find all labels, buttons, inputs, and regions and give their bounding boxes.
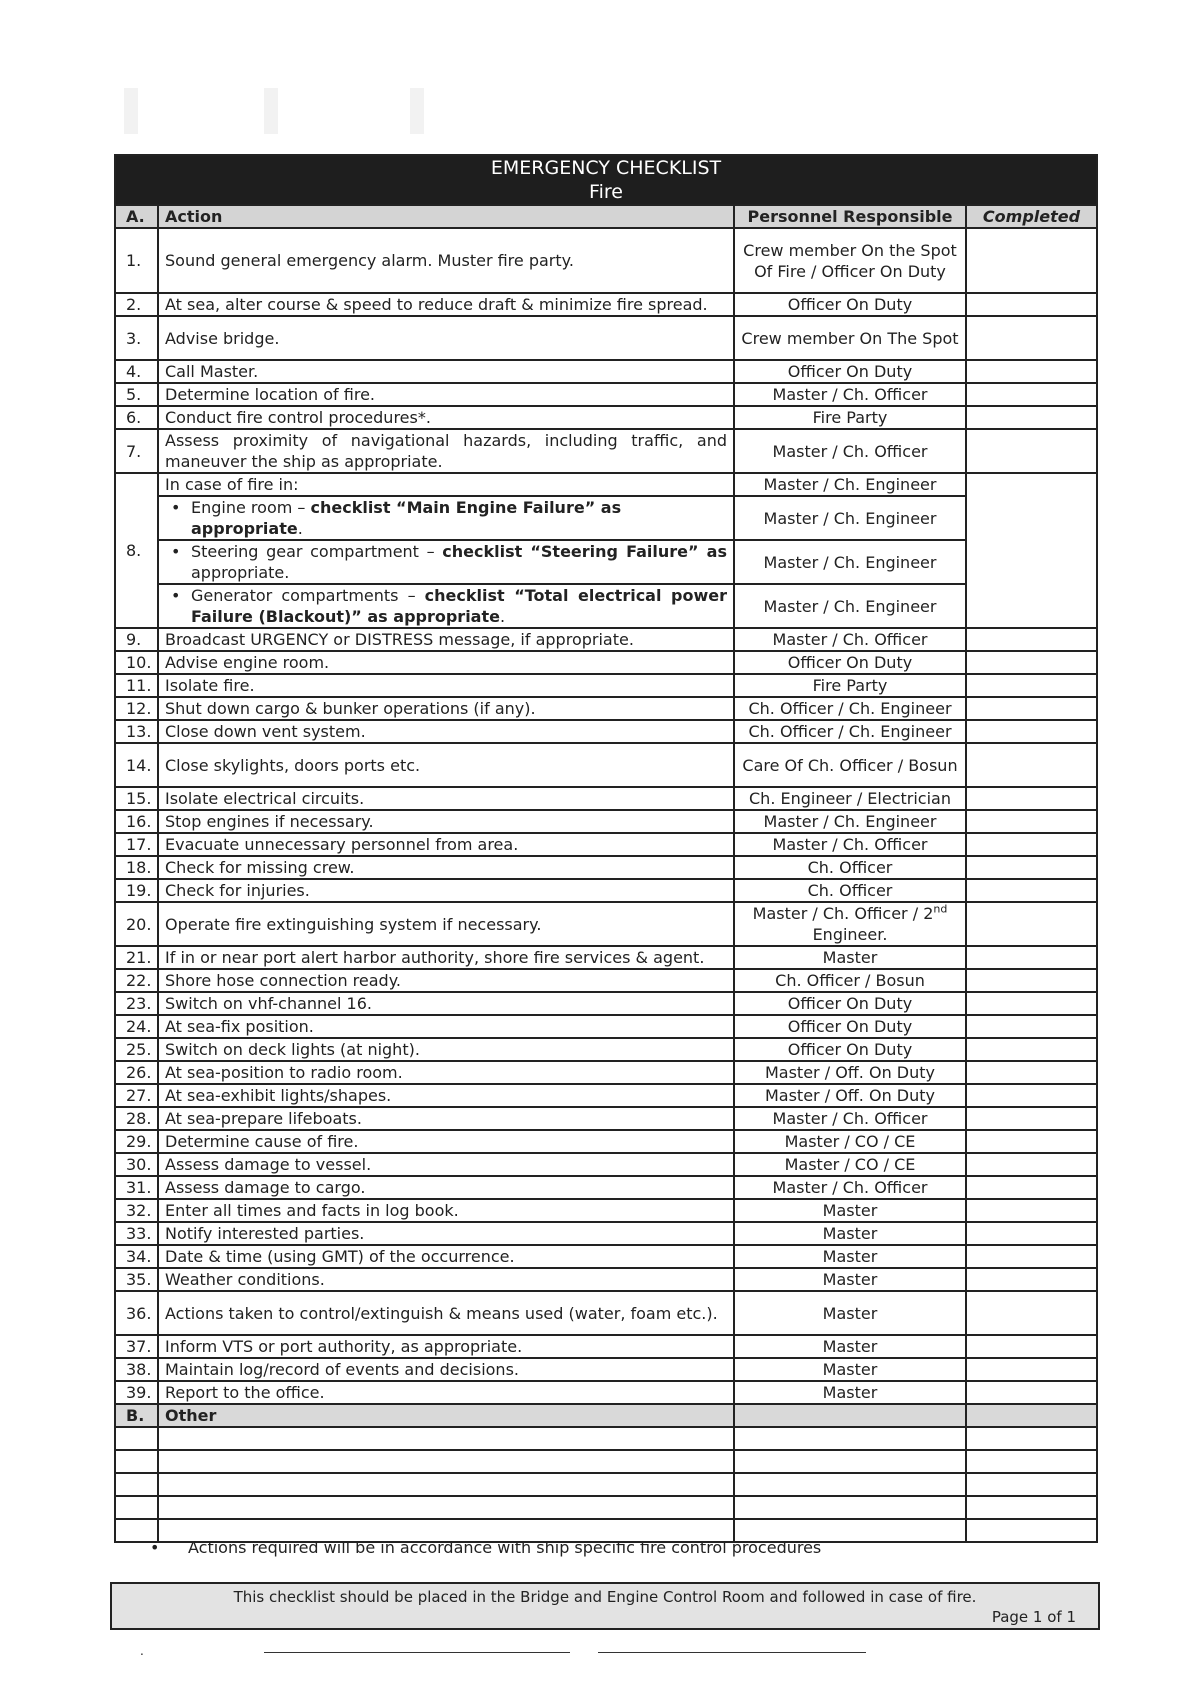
completed-cell[interactable] <box>966 1061 1097 1084</box>
row-number: 4. <box>115 360 158 383</box>
row-number: 27. <box>115 1084 158 1107</box>
table-row <box>115 1291 1097 1335</box>
signature-line <box>264 1652 570 1653</box>
row-action: Determine cause of fire. <box>158 1130 734 1153</box>
row-number: 36. <box>115 1291 158 1335</box>
row-number: 37. <box>115 1335 158 1358</box>
action-column-header: Action <box>158 205 734 228</box>
completed-cell[interactable] <box>966 902 1097 946</box>
row-personnel: Master / Ch. Officer <box>734 429 966 473</box>
row-action: Check for missing crew. <box>158 856 734 879</box>
blank-row <box>115 1427 1097 1450</box>
row-personnel: Master / Ch. Engineer <box>734 473 966 496</box>
table-title-row <box>115 155 1097 205</box>
row-personnel: Master / Ch. Engineer <box>734 584 966 628</box>
row-number: 26. <box>115 1061 158 1084</box>
row-number: 39. <box>115 1381 158 1404</box>
table-row <box>115 1245 1097 1268</box>
checklist-subtitle: Fire <box>589 181 623 203</box>
row-subitem <box>158 496 734 540</box>
blank-cell[interactable] <box>158 1496 734 1519</box>
faint-logo-watermark <box>124 88 424 136</box>
table-row <box>115 1381 1097 1404</box>
row-number: 31. <box>115 1176 158 1199</box>
completed-cell[interactable] <box>966 946 1097 969</box>
completed-cell[interactable] <box>966 833 1097 856</box>
row-personnel: Master / Off. On Duty <box>734 1084 966 1107</box>
completed-cell[interactable] <box>966 316 1097 360</box>
table-row <box>115 651 1097 674</box>
table-row <box>115 743 1097 787</box>
bullet-icon: • <box>150 1538 160 1557</box>
row-action: Close down vent system. <box>158 720 734 743</box>
emergency-checklist-table <box>114 154 1098 1543</box>
subitem-checklist-ref: checklist “Steering Failure” as <box>442 542 727 561</box>
blank-cell[interactable] <box>966 1519 1097 1542</box>
table-row <box>115 473 1097 496</box>
row-personnel: Ch. Officer / Ch. Engineer <box>734 697 966 720</box>
completed-cell[interactable] <box>966 429 1097 473</box>
row-action: Report to the office. <box>158 1381 734 1404</box>
row-action: Isolate fire. <box>158 674 734 697</box>
row-action: Shut down cargo & bunker operations (if any). <box>158 697 734 720</box>
personnel-part: Master / Ch. Officer / 2 <box>752 904 934 923</box>
table-row <box>115 628 1097 651</box>
row-personnel: Care Of Ch. Officer / Bosun <box>734 743 966 787</box>
blank-cell[interactable] <box>734 1496 966 1519</box>
subitem-place: Engine room – <box>191 498 311 517</box>
table-row <box>115 316 1097 360</box>
table-row <box>115 1015 1097 1038</box>
table-row <box>115 969 1097 992</box>
table-row <box>115 429 1097 473</box>
row-action: Check for injuries. <box>158 879 734 902</box>
row-personnel: Fire Party <box>734 674 966 697</box>
row-personnel: Officer On Duty <box>734 992 966 1015</box>
row-number: 9. <box>115 628 158 651</box>
row-personnel: Master / Off. On Duty <box>734 1061 966 1084</box>
row-personnel: Master <box>734 1245 966 1268</box>
completed-cell[interactable] <box>966 228 1097 293</box>
section-b-header: B. <box>115 1404 158 1427</box>
completed-cell[interactable] <box>966 1268 1097 1291</box>
row-number: 12. <box>115 697 158 720</box>
row-action: Isolate electrical circuits. <box>158 787 734 810</box>
completed-cell[interactable] <box>966 383 1097 406</box>
row-action: Date & time (using GMT) of the occurrence. <box>158 1245 734 1268</box>
row-number: 25. <box>115 1038 158 1061</box>
row-number: 8. <box>115 473 158 628</box>
row-number: 14. <box>115 743 158 787</box>
row-personnel: Ch. Officer / Ch. Engineer <box>734 720 966 743</box>
completed-cell[interactable] <box>966 1335 1097 1358</box>
row-action: Enter all times and facts in log book. <box>158 1199 734 1222</box>
blank-row <box>115 1496 1097 1519</box>
subitem-checklist-ref: checklist “Main Engine Failure” as appropriate <box>191 498 622 538</box>
blank-cell <box>115 1427 158 1450</box>
row-personnel: Officer On Duty <box>734 293 966 316</box>
blank-cell[interactable] <box>966 1473 1097 1496</box>
row-personnel: Master / Ch. Officer <box>734 628 966 651</box>
table-row <box>115 540 1097 584</box>
table-row <box>115 293 1097 316</box>
row-personnel: Master <box>734 1199 966 1222</box>
row-number: 35. <box>115 1268 158 1291</box>
row-number: 3. <box>115 316 158 360</box>
row-number: 20. <box>115 902 158 946</box>
row-action: Determine location of fire. <box>158 383 734 406</box>
row-action: Advise bridge. <box>158 316 734 360</box>
footnote-text: Actions required will be in accordance with ship specific fire control procedures <box>188 1538 822 1557</box>
section-a-header: A. <box>115 205 158 228</box>
subitem-checklist-ref: checklist “Total electrical power Failure (Blackout)” as appropriate <box>191 586 728 626</box>
row-number: 22. <box>115 969 158 992</box>
row-action: Actions taken to control/extinguish & means used (water, foam etc.). <box>158 1291 734 1335</box>
completed-cell[interactable] <box>966 787 1097 810</box>
table-row <box>115 360 1097 383</box>
row-action: Assess damage to vessel. <box>158 1153 734 1176</box>
row-number: 30. <box>115 1153 158 1176</box>
completed-cell[interactable] <box>966 720 1097 743</box>
table-row <box>115 879 1097 902</box>
row-personnel: Master <box>734 1335 966 1358</box>
table-row <box>115 496 1097 540</box>
blank-cell[interactable] <box>734 1450 966 1473</box>
table-row <box>115 584 1097 628</box>
signature-mark: . <box>140 1644 144 1658</box>
table-row <box>115 674 1097 697</box>
row-personnel: Ch. Officer <box>734 856 966 879</box>
footer-box <box>110 1582 1100 1630</box>
blank-cell[interactable] <box>158 1473 734 1496</box>
other-personnel-cell <box>734 1404 966 1427</box>
row-action: Assess damage to cargo. <box>158 1176 734 1199</box>
completed-cell[interactable] <box>966 1199 1097 1222</box>
row-personnel: Officer On Duty <box>734 1015 966 1038</box>
table-row <box>115 720 1097 743</box>
row-number: 1. <box>115 228 158 293</box>
completed-cell[interactable] <box>966 473 1097 628</box>
row-number: 2. <box>115 293 158 316</box>
row-number: 7. <box>115 429 158 473</box>
table-row <box>115 902 1097 946</box>
completed-cell[interactable] <box>966 1130 1097 1153</box>
other-section-row <box>115 1404 1097 1427</box>
checklist-title: EMERGENCY CHECKLIST <box>490 157 722 179</box>
blank-cell[interactable] <box>734 1427 966 1450</box>
blank-cell[interactable] <box>734 1473 966 1496</box>
row-personnel: Master / CO / CE <box>734 1153 966 1176</box>
subitem-place: Steering gear compartment – <box>191 542 443 561</box>
blank-cell <box>115 1450 158 1473</box>
completed-cell[interactable] <box>966 1222 1097 1245</box>
row-personnel: Master / Ch. Engineer <box>734 496 966 540</box>
row-action: Inform VTS or port authority, as appropriate. <box>158 1335 734 1358</box>
row-number: 17. <box>115 833 158 856</box>
table-row <box>115 833 1097 856</box>
blank-cell <box>115 1473 158 1496</box>
blank-cell <box>115 1496 158 1519</box>
row-action: At sea-fix position. <box>158 1015 734 1038</box>
table-row <box>115 946 1097 969</box>
blank-cell[interactable] <box>158 1427 734 1450</box>
signature-line <box>598 1652 866 1653</box>
row-action: Operate fire extinguishing system if necessary. <box>158 902 734 946</box>
row-action: Notify interested parties. <box>158 1222 734 1245</box>
row-action: If in or near port alert harbor authority, shore fire services & agent. <box>158 946 734 969</box>
completed-cell[interactable] <box>966 856 1097 879</box>
row-personnel: Master / CO / CE <box>734 1130 966 1153</box>
row-personnel: Master <box>734 1358 966 1381</box>
completed-cell[interactable] <box>966 1176 1097 1199</box>
subitem-place: Generator compartments – <box>191 586 425 605</box>
personnel-column-header: Personnel Responsible <box>734 205 966 228</box>
row-number: 21. <box>115 946 158 969</box>
row-personnel: Master / Ch. Officer <box>734 1107 966 1130</box>
row-number: 16. <box>115 810 158 833</box>
completed-cell[interactable] <box>966 293 1097 316</box>
row-number: 33. <box>115 1222 158 1245</box>
row-personnel: Master <box>734 1291 966 1335</box>
table-row <box>115 856 1097 879</box>
row-number: 15. <box>115 787 158 810</box>
row-personnel: Fire Party <box>734 406 966 429</box>
table-row <box>115 1199 1097 1222</box>
row-number: 23. <box>115 992 158 1015</box>
other-completed-cell <box>966 1404 1097 1427</box>
row-action: Close skylights, doors ports etc. <box>158 743 734 787</box>
personnel-part: Engineer. <box>812 925 888 944</box>
row-action: Switch on vhf-channel 16. <box>158 992 734 1015</box>
row-personnel: Master / Ch. Officer <box>734 833 966 856</box>
completed-cell[interactable] <box>966 969 1097 992</box>
table-row <box>115 1268 1097 1291</box>
row-action: Weather conditions. <box>158 1268 734 1291</box>
completed-cell[interactable] <box>966 1358 1097 1381</box>
table-row <box>115 1084 1097 1107</box>
completed-cell[interactable] <box>966 651 1097 674</box>
table-row <box>115 1153 1097 1176</box>
footer-note: This checklist should be placed in the Bridge and Engine Control Room and followed in case of fire. <box>233 1588 977 1606</box>
table-row <box>115 1222 1097 1245</box>
row-personnel: Master <box>734 1222 966 1245</box>
other-label: Other <box>158 1404 734 1427</box>
row-number: 5. <box>115 383 158 406</box>
row-action: At sea, alter course & speed to reduce draft & minimize fire spread. <box>158 293 734 316</box>
table-row <box>115 1107 1097 1130</box>
completed-cell[interactable] <box>966 1291 1097 1335</box>
row-number: 18. <box>115 856 158 879</box>
table-row <box>115 228 1097 293</box>
row-action: Evacuate unnecessary personnel from area. <box>158 833 734 856</box>
column-header-row <box>115 205 1097 228</box>
table-row <box>115 697 1097 720</box>
table-row <box>115 1038 1097 1061</box>
completed-cell[interactable] <box>966 1245 1097 1268</box>
blank-cell[interactable] <box>158 1450 734 1473</box>
row-personnel: Master <box>734 946 966 969</box>
completed-cell[interactable] <box>966 1381 1097 1404</box>
row-action: Maintain log/record of events and decisions. <box>158 1358 734 1381</box>
row-personnel: Ch. Engineer / Electrician <box>734 787 966 810</box>
personnel-superscript: nd <box>933 902 948 916</box>
row-action: At sea-prepare lifeboats. <box>158 1107 734 1130</box>
table-row <box>115 406 1097 429</box>
row-personnel: Officer On Duty <box>734 651 966 674</box>
table-row <box>115 787 1097 810</box>
row-action: Shore hose connection ready. <box>158 969 734 992</box>
subitem-end: . <box>499 607 506 626</box>
completed-column-header: Completed <box>966 205 1097 228</box>
completed-cell[interactable] <box>966 1038 1097 1061</box>
subitem-end: . <box>297 519 303 538</box>
row-action: Sound general emergency alarm. Muster fire party. <box>158 228 734 293</box>
table-row <box>115 1358 1097 1381</box>
row-number: 13. <box>115 720 158 743</box>
completed-cell[interactable] <box>966 1107 1097 1130</box>
row-personnel: Crew member On The Spot <box>734 316 966 360</box>
row-personnel: Master <box>734 1268 966 1291</box>
table-row <box>115 1061 1097 1084</box>
row-action: Stop engines if necessary. <box>158 810 734 833</box>
completed-cell[interactable] <box>966 628 1097 651</box>
completed-cell[interactable] <box>966 697 1097 720</box>
row-action: At sea-exhibit lights/shapes. <box>158 1084 734 1107</box>
row-action: In case of fire in: <box>158 473 734 496</box>
row-number: 6. <box>115 406 158 429</box>
row-number: 28. <box>115 1107 158 1130</box>
row-subitem <box>158 584 734 628</box>
table-row <box>115 810 1097 833</box>
blank-row <box>115 1473 1097 1496</box>
row-number: 38. <box>115 1358 158 1381</box>
row-number: 10. <box>115 651 158 674</box>
row-personnel: Master / Ch. Officer <box>734 1176 966 1199</box>
row-action: At sea-position to radio room. <box>158 1061 734 1084</box>
row-action: Switch on deck lights (at night). <box>158 1038 734 1061</box>
row-subitem <box>158 540 734 584</box>
row-personnel: Master / Ch. Engineer <box>734 540 966 584</box>
table-row <box>115 1130 1097 1153</box>
row-personnel: Master / Ch. Officer <box>734 383 966 406</box>
row-action: Broadcast URGENCY or DISTRESS message, if appropriate. <box>158 628 734 651</box>
completed-cell[interactable] <box>966 810 1097 833</box>
row-personnel: Master <box>734 1381 966 1404</box>
table-row <box>115 383 1097 406</box>
completed-cell[interactable] <box>966 674 1097 697</box>
blank-row <box>115 1450 1097 1473</box>
row-number: 32. <box>115 1199 158 1222</box>
row-personnel: Master / Ch. Engineer <box>734 810 966 833</box>
row-personnel: Officer On Duty <box>734 360 966 383</box>
completed-cell[interactable] <box>966 1015 1097 1038</box>
blank-cell[interactable] <box>966 1496 1097 1519</box>
completed-cell[interactable] <box>966 1084 1097 1107</box>
row-personnel: Ch. Officer <box>734 879 966 902</box>
row-personnel <box>734 902 966 946</box>
row-number: 34. <box>115 1245 158 1268</box>
page-number: Page 1 of 1 <box>991 1608 1076 1626</box>
completed-cell[interactable] <box>966 879 1097 902</box>
completed-cell[interactable] <box>966 360 1097 383</box>
completed-cell[interactable] <box>966 406 1097 429</box>
row-action: Conduct fire control procedures*. <box>158 406 734 429</box>
row-number: 11. <box>115 674 158 697</box>
completed-cell[interactable] <box>966 992 1097 1015</box>
row-number: 29. <box>115 1130 158 1153</box>
completed-cell[interactable] <box>966 743 1097 787</box>
table-row <box>115 1335 1097 1358</box>
subitem-end: appropriate. <box>191 563 290 582</box>
completed-cell[interactable] <box>966 1153 1097 1176</box>
blank-cell[interactable] <box>966 1427 1097 1450</box>
table-row <box>115 992 1097 1015</box>
row-number: 19. <box>115 879 158 902</box>
blank-cell[interactable] <box>966 1450 1097 1473</box>
row-personnel: Crew member On the Spot Of Fire / Officer On Duty <box>734 228 966 293</box>
row-action: Assess proximity of navigational hazards, including traffic, and maneuver the ship as appropriate. <box>158 429 734 473</box>
row-action: Call Master. <box>158 360 734 383</box>
row-number: 24. <box>115 1015 158 1038</box>
row-action: Advise engine room. <box>158 651 734 674</box>
row-personnel: Ch. Officer / Bosun <box>734 969 966 992</box>
row-personnel: Officer On Duty <box>734 1038 966 1061</box>
table-row <box>115 1176 1097 1199</box>
